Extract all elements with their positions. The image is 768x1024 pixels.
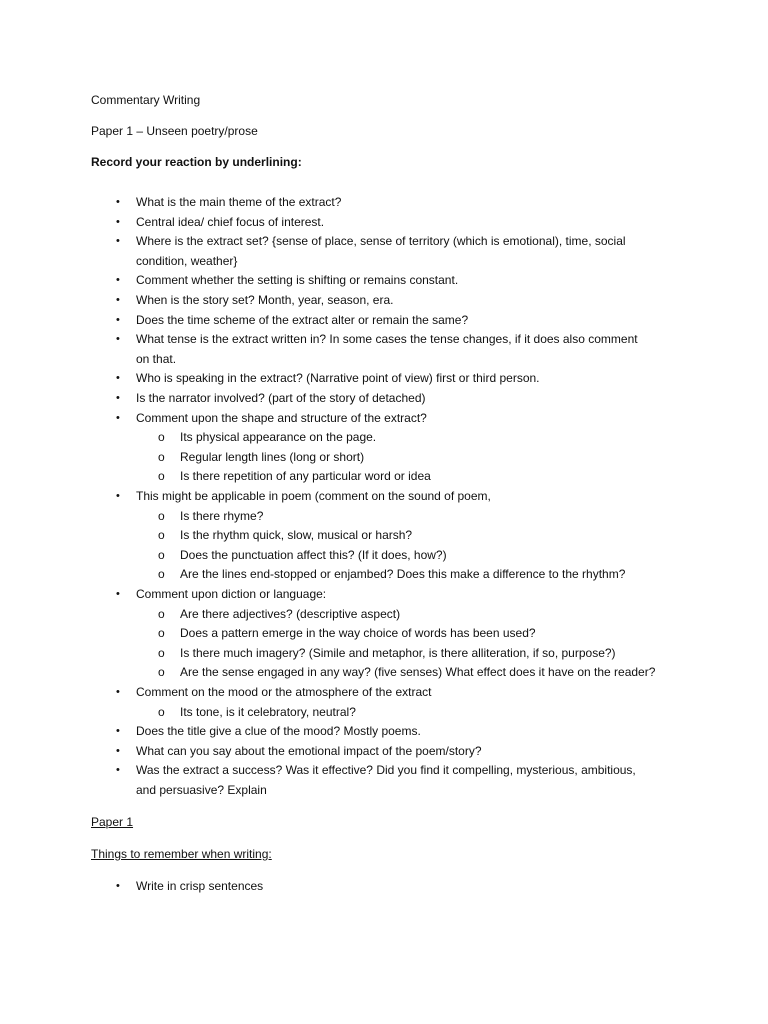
bullet-marker: • bbox=[116, 588, 120, 600]
list-item: Who is speaking in the extract? (Narrative point of view) first or third person. bbox=[136, 371, 540, 386]
sub-list-item: Does a pattern emerge in the way choice of words has been used? bbox=[180, 626, 536, 641]
list-item: Central idea/ chief focus of interest. bbox=[136, 214, 325, 229]
list-item-continuation: condition, weather} bbox=[136, 253, 238, 268]
bullet-marker: • bbox=[116, 333, 120, 346]
sub-list-item: Does the punctuation affect this? (If it does, how?) bbox=[180, 547, 447, 562]
list-item: Comment upon diction or language: bbox=[136, 587, 327, 601]
bullet-marker: • bbox=[116, 215, 120, 228]
bullet-marker: • bbox=[116, 313, 120, 326]
sub-bullet-marker: o bbox=[158, 606, 165, 621]
sub-list-item: Is the rhythm quick, slow, musical or harsh? bbox=[180, 528, 413, 543]
sub-bullet-marker: o bbox=[158, 645, 165, 660]
sub-list-item: Its physical appearance on the page. bbox=[180, 430, 377, 445]
sub-bullet-marker: o bbox=[158, 508, 165, 523]
list-item: When is the story set? Month, year, season, era. bbox=[136, 293, 394, 307]
sub-list-item: Its tone, is it celebratory, neutral? bbox=[180, 704, 356, 719]
bullet-marker: • bbox=[116, 879, 120, 892]
bullet-marker: • bbox=[116, 274, 120, 287]
list-item-continuation: on that. bbox=[136, 351, 177, 366]
sub-bullet-marker: o bbox=[158, 449, 165, 464]
list-item: Comment on the mood or the atmosphere of the extract bbox=[136, 685, 432, 699]
bullet-marker: • bbox=[116, 490, 120, 502]
bullet-marker: • bbox=[116, 372, 120, 385]
list-item: Does the time scheme of the extract alter or remain the same? bbox=[136, 312, 469, 327]
list-item: Comment whether the setting is shifting or remains constant. bbox=[136, 273, 459, 288]
list-item: Does the title give a clue of the mood? Mostly poems. bbox=[136, 724, 421, 739]
list-item: Write in crisp sentences bbox=[136, 878, 264, 893]
bullet-marker: • bbox=[116, 235, 120, 248]
list-item: Where is the extract set? {sense of place, sense of territory (which is emotional), time, social bbox=[136, 234, 626, 249]
list-item: Comment upon the shape and structure of the extract? bbox=[136, 410, 427, 425]
sub-list-item: Is there repetition of any particular word or idea bbox=[180, 469, 431, 484]
bullet-marker: • bbox=[116, 392, 120, 404]
sub-bullet-marker: o bbox=[158, 567, 165, 582]
sub-bullet-marker: o bbox=[158, 626, 165, 641]
sub-list-item: Are the sense engaged in any way? (five senses) What effect does it have on the reader? bbox=[180, 665, 656, 680]
sub-bullet-marker: o bbox=[158, 528, 165, 543]
bullet-marker: • bbox=[116, 294, 120, 306]
document-title: Commentary Writing bbox=[91, 93, 201, 107]
list-item: What can you say about the emotional impact of the poem/story? bbox=[136, 743, 482, 758]
sub-list-item: Are there adjectives? (descriptive aspect) bbox=[180, 606, 401, 621]
sub-list-item: Is there much imagery? (Simile and metaphor, is there alliteration, if so, purpose?) bbox=[180, 645, 616, 660]
remember-heading: Things to remember when writing: bbox=[91, 846, 272, 861]
sub-list-item: Regular length lines (long or short) bbox=[180, 449, 365, 464]
bullet-marker: • bbox=[116, 725, 120, 738]
sub-bullet-marker: o bbox=[158, 547, 165, 562]
list-item: What tense is the extract written in? In some cases the tense changes, if it does also comment bbox=[136, 332, 638, 347]
record-heading: Record your reaction by underlining: bbox=[91, 155, 302, 169]
sub-bullet-marker: o bbox=[158, 704, 165, 719]
list-item: Was the extract a success? Was it effective? Did you find it compelling, mysterious, ambitious, bbox=[136, 763, 636, 778]
sub-list-item: Is there rhyme? bbox=[180, 508, 264, 523]
bullet-marker: • bbox=[116, 744, 120, 757]
list-item: This might be applicable in poem (comment on the sound of poem, bbox=[136, 489, 491, 503]
paper-heading: Paper 1 bbox=[91, 814, 134, 829]
list-item-continuation: and persuasive? Explain bbox=[136, 783, 267, 797]
list-item: What is the main theme of the extract? bbox=[136, 195, 342, 209]
sub-list-item: Are the lines end-stopped or enjambed? Does this make a difference to the rhythm? bbox=[180, 567, 626, 582]
bullet-marker: • bbox=[116, 764, 120, 777]
sub-bullet-marker: o bbox=[158, 665, 165, 680]
bullet-marker: • bbox=[116, 411, 120, 424]
sub-bullet-marker: o bbox=[158, 469, 165, 484]
document-subtitle: Paper 1 – Unseen poetry/prose bbox=[91, 124, 258, 138]
sub-bullet-marker: o bbox=[158, 430, 165, 445]
bullet-marker: • bbox=[116, 196, 120, 208]
bullet-marker: • bbox=[116, 686, 120, 698]
list-item: Is the narrator involved? (part of the story of detached) bbox=[136, 391, 426, 405]
